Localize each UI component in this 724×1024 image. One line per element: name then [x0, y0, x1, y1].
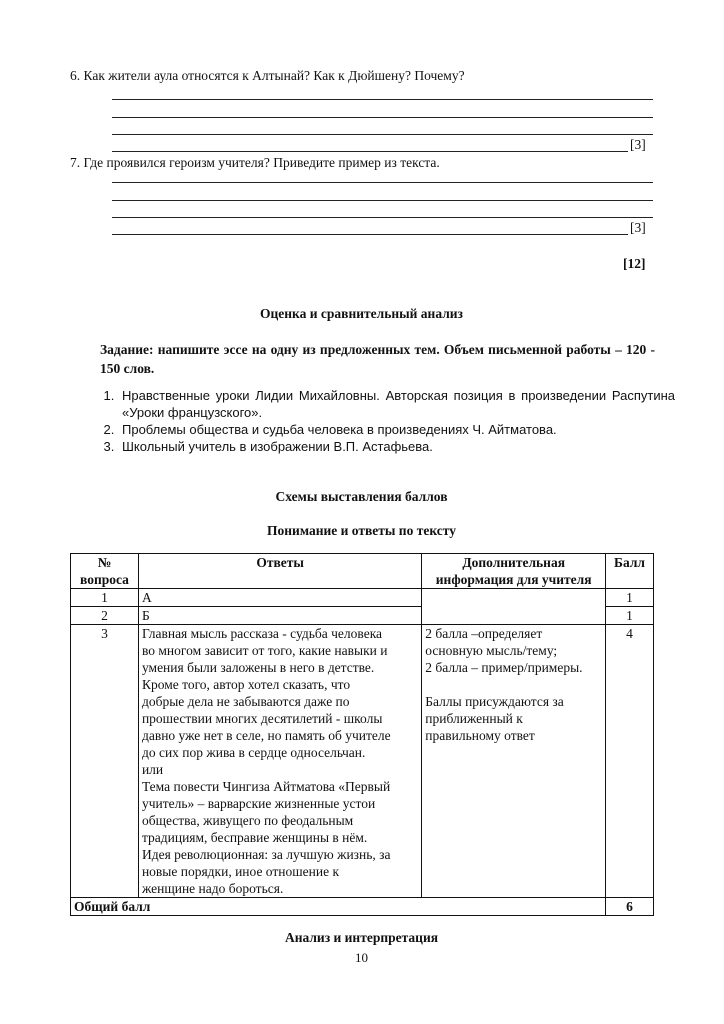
row-number: 1	[71, 589, 139, 607]
header-question-number: № вопроса	[71, 554, 139, 589]
header-answers: Ответы	[138, 554, 421, 589]
answer-line	[112, 117, 653, 118]
question-6-points: [3]	[630, 137, 646, 152]
table-row	[71, 589, 654, 607]
row-info-empty	[422, 589, 606, 625]
row-answer: Главная мысль рассказа - судьба человека во многом зависит от того, какие навыки и умения были заложены в него в детстве. Кроме того, автор хотел сказать, что добрые дела не забываются даже по прошествии многих десятилетий - школы давно уже нет в селе, но память об учителе до сих пор жива в сердце односельчан. или Тема повести Чингиза Айтматова «Первый учитель» – варварские жизненные устои общества, живущего по феодальным традициям, бесправие женщины в нём. Идея революционная: за лучшую жизнь, за новые порядки, иное отношение к женщине надо бороться.	[138, 625, 421, 898]
row-score: 1	[606, 607, 654, 625]
essay-topics	[98, 387, 675, 455]
total-label: Общий балл	[71, 898, 606, 916]
answer-line	[112, 134, 653, 135]
scoring-table	[70, 553, 654, 916]
topic-item: 2. Проблемы общества и судьба человека в произведениях Ч. Айтматова.	[118, 421, 675, 438]
answer-line	[112, 151, 628, 152]
answer-line	[112, 217, 653, 218]
row-number: 3	[71, 625, 139, 898]
table-header-row	[71, 554, 654, 589]
essay-task: Задание: напишите эссе на одну из предложенных тем. Объем письменной работы – 120 - 150 слов.	[100, 342, 655, 376]
row-number: 2	[71, 607, 139, 625]
answer-line	[112, 99, 653, 100]
row-score: 4	[606, 625, 654, 898]
question-7-points: [3]	[630, 220, 646, 235]
table-title: Понимание и ответы по тексту	[267, 523, 456, 538]
table-row	[71, 625, 654, 898]
header-score: Балл	[606, 554, 654, 589]
scheme-title: Схемы выставления баллов	[275, 489, 448, 504]
row-answer: Б	[138, 607, 421, 625]
topic-item: 1. Нравственные уроки Лидии Михайловны. Авторская позиция в произведении Распутина «Уроки французского».	[118, 387, 675, 421]
section-total: [12]	[623, 256, 646, 271]
page-number: 10	[355, 950, 368, 965]
answer-line	[112, 200, 653, 201]
row-score: 1	[606, 589, 654, 607]
row-info: 2 балла –определяет основную мысль/тему; 2 балла – пример/примеры. Баллы присуждаются за приближенный к правильному ответ	[422, 625, 606, 898]
section-title: Оценка и сравнительный анализ	[260, 306, 463, 321]
topic-item: 3. Школьный учитель в изображении В.П. Астафьева.	[118, 438, 675, 455]
answer-line	[112, 182, 653, 183]
table-total-row	[71, 898, 654, 916]
next-section-title: Анализ и интерпретация	[284, 930, 439, 945]
question-6: 6. Как жители аула относятся к Алтынай? Как к Дюйшену? Почему?	[70, 68, 465, 83]
total-value: 6	[606, 898, 654, 916]
answer-line	[112, 234, 628, 235]
question-7: 7. Где проявился героизм учителя? Приведите пример из текста.	[70, 155, 440, 170]
header-teacher-info: Дополнительная информация для учителя	[422, 554, 606, 589]
row-answer: А	[138, 589, 421, 607]
